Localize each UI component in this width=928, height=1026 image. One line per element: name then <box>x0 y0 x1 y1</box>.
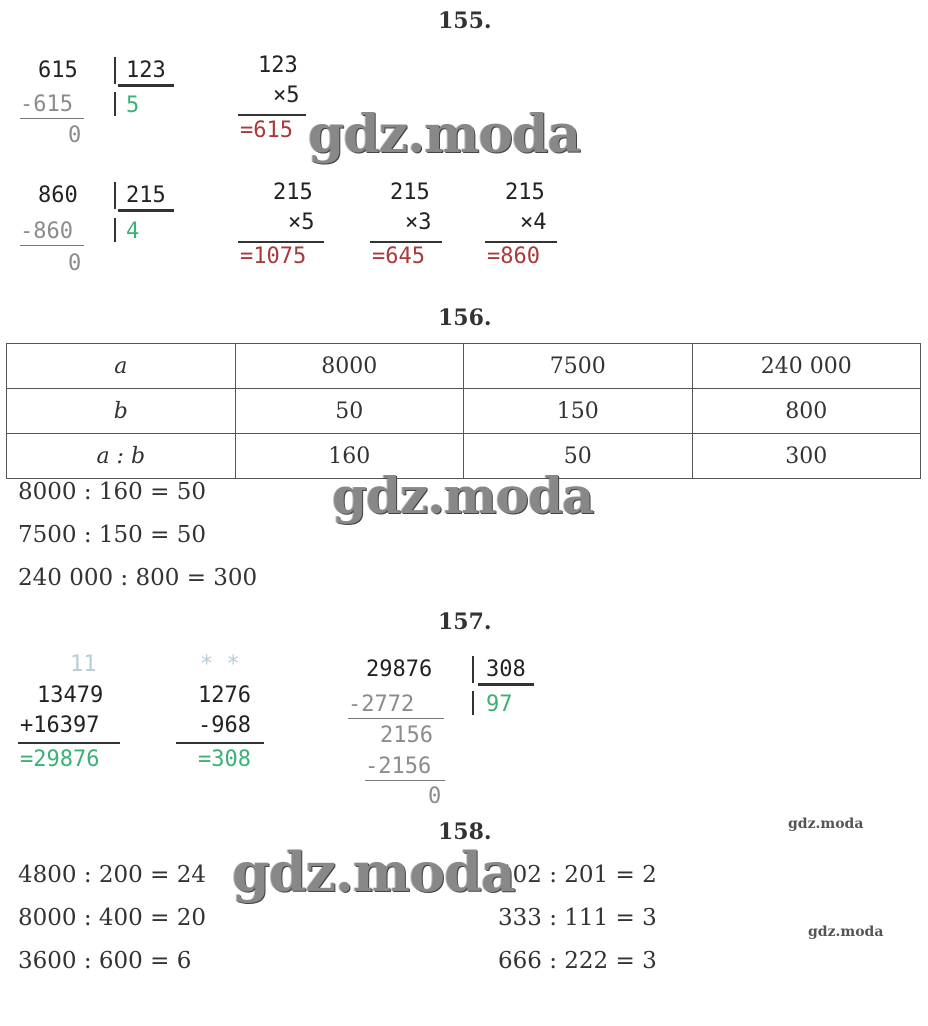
quotient: 97 <box>486 692 513 717</box>
table-cell: 240 000 <box>692 344 921 389</box>
table-cell: 160 <box>235 434 464 479</box>
product: =860 <box>487 244 540 269</box>
quotient: 4 <box>126 219 140 244</box>
subtrahend: -968 <box>198 713 251 738</box>
table-cell: 800 <box>692 389 921 434</box>
dividend: 860 <box>38 183 78 208</box>
rule <box>365 780 445 781</box>
division-bar <box>114 182 116 209</box>
title-155: 155. <box>438 8 492 34</box>
divisor: 308 <box>486 657 526 682</box>
division-bar <box>114 218 116 242</box>
subtrahend: -860 <box>20 219 73 244</box>
table-cell: b <box>7 389 236 434</box>
equation-line: 333 : 111 = 3 <box>498 905 657 931</box>
table-row <box>7 389 921 434</box>
table-cell: 7500 <box>464 344 693 389</box>
divisor: 215 <box>126 183 166 208</box>
product: =615 <box>240 118 293 143</box>
equation-line: 402 : 201 = 2 <box>498 862 657 888</box>
table-cell: 8000 <box>235 344 464 389</box>
product: =1075 <box>240 244 307 269</box>
factor: 215 <box>273 180 313 205</box>
table-cell: 300 <box>692 434 921 479</box>
subtrahend: -615 <box>20 92 73 117</box>
rule <box>485 241 557 243</box>
addend: +16397 <box>20 713 100 738</box>
equation-line: 7500 : 150 = 50 <box>18 522 206 548</box>
divisor-underline <box>118 209 174 212</box>
division-bar <box>472 691 474 715</box>
divisor-underline <box>478 683 534 686</box>
title-158: 158. <box>438 819 492 845</box>
equation-line: 8000 : 400 = 20 <box>18 905 206 931</box>
division-bar <box>114 92 116 116</box>
rule <box>370 241 442 243</box>
dividend: 615 <box>38 58 78 83</box>
partial-dividend: 2156 <box>380 723 433 748</box>
equation-line: 8000 : 160 = 50 <box>18 479 206 505</box>
difference: =308 <box>198 747 251 772</box>
table-cell: 50 <box>235 389 464 434</box>
table-cell: a : b <box>7 434 236 479</box>
divisor-underline <box>118 84 174 87</box>
quotient: 5 <box>126 93 140 118</box>
rule <box>238 114 306 116</box>
addend: 13479 <box>37 683 104 708</box>
table-cell: 150 <box>464 389 693 434</box>
dividend: 29876 <box>366 657 433 682</box>
factor: 123 <box>258 53 298 78</box>
watermark-text: gdz.moda <box>788 816 864 832</box>
table-row <box>7 344 921 389</box>
table-cell: a <box>7 344 236 389</box>
multiplier: ×4 <box>520 210 547 235</box>
factor: 215 <box>505 180 545 205</box>
rule <box>176 742 264 744</box>
multiplier: ×5 <box>273 83 300 108</box>
multiplier: ×3 <box>405 210 432 235</box>
watermark-logo: gdz.moda <box>332 466 594 525</box>
factor: 215 <box>390 180 430 205</box>
table-cell: 50 <box>464 434 693 479</box>
equation-line: 666 : 222 = 3 <box>498 948 657 974</box>
rule <box>20 118 84 119</box>
multiplier: ×5 <box>288 210 315 235</box>
title-156: 156. <box>438 305 492 331</box>
division-bar <box>472 656 474 683</box>
sum: =29876 <box>20 747 100 772</box>
remainder: 0 <box>68 251 82 276</box>
rule <box>238 241 324 243</box>
subtrahend: -2156 <box>365 754 432 779</box>
carry-digits: 11 <box>70 652 97 677</box>
watermark-logo: gdz.moda <box>232 840 515 904</box>
equation-line: 240 000 : 800 = 300 <box>18 565 258 591</box>
title-157: 157. <box>438 609 492 635</box>
rule <box>18 742 120 744</box>
divisor: 123 <box>126 58 166 83</box>
division-bar <box>114 57 116 84</box>
watermark-text: gdz.moda <box>808 924 884 940</box>
rule <box>20 245 84 246</box>
product: =645 <box>372 244 425 269</box>
borrow-marks: * * <box>200 652 240 677</box>
watermark-logo: gdz.moda <box>308 104 581 165</box>
rule <box>348 718 444 719</box>
subtrahend: -2772 <box>348 692 415 717</box>
values-table <box>6 343 921 479</box>
minuend: 1276 <box>198 683 251 708</box>
remainder: 0 <box>68 123 82 148</box>
equation-line: 3600 : 600 = 6 <box>18 948 192 974</box>
remainder: 0 <box>428 784 442 809</box>
equation-line: 4800 : 200 = 24 <box>18 862 206 888</box>
